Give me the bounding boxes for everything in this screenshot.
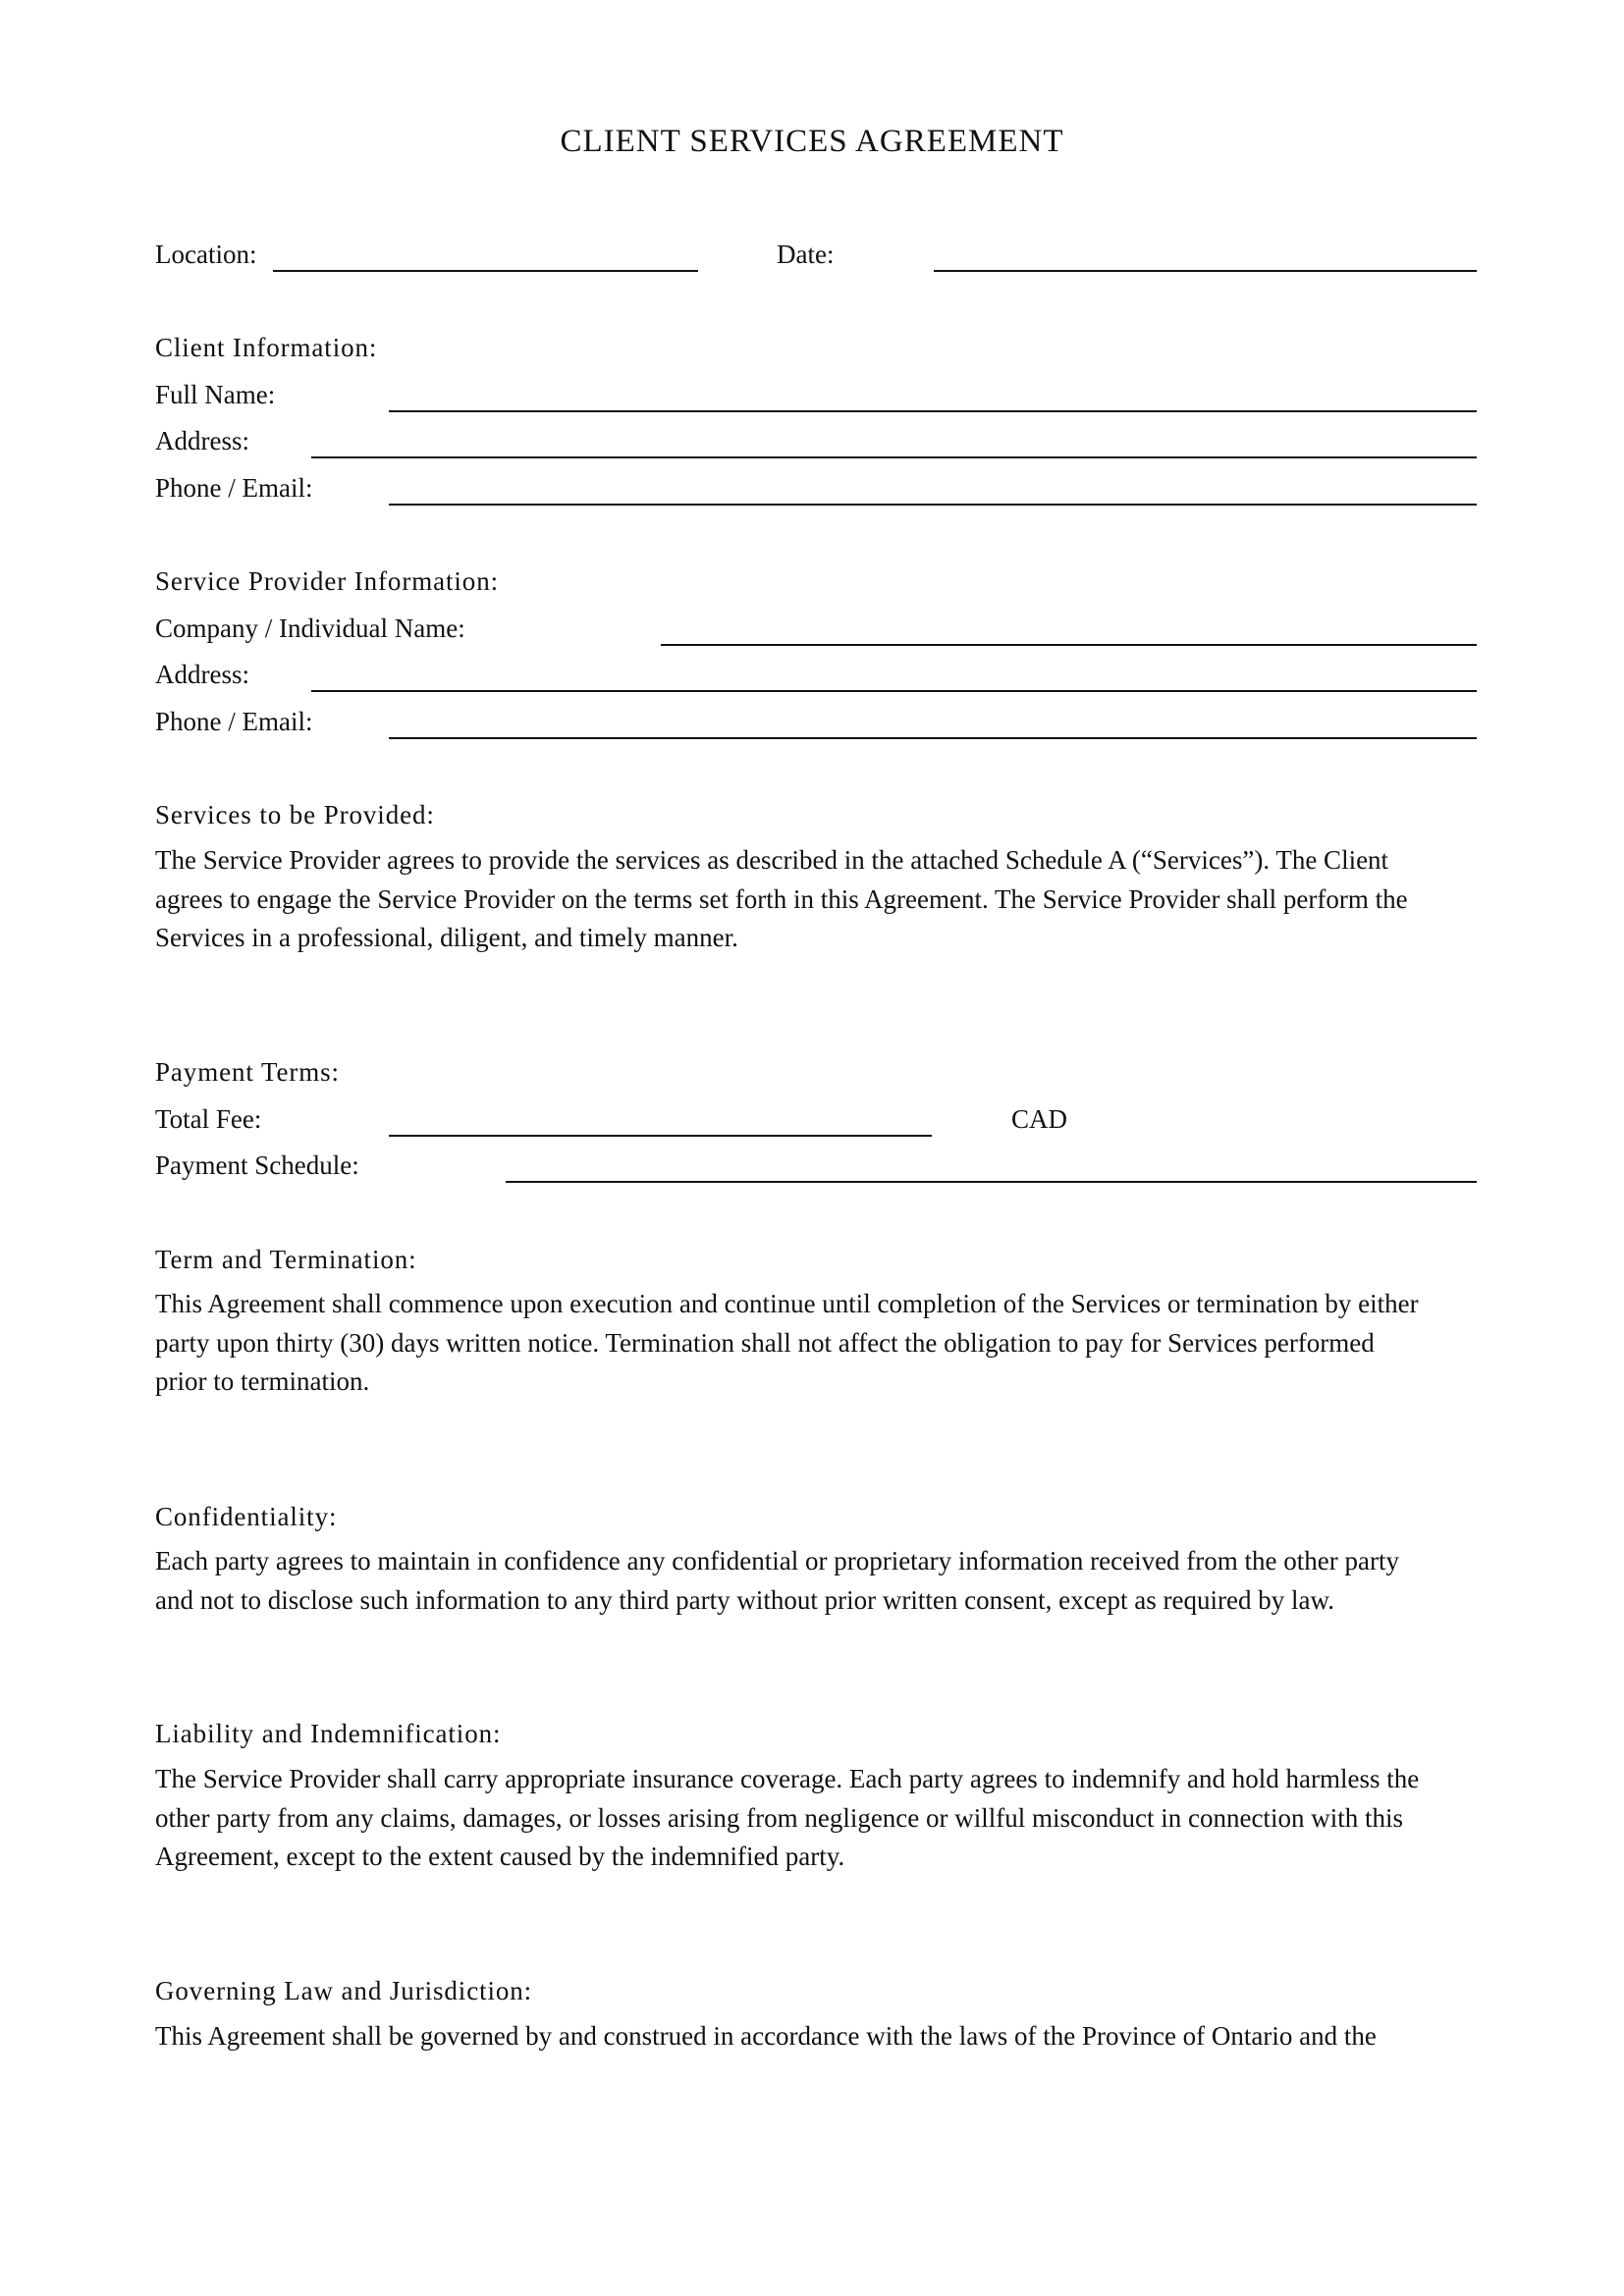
provider-contact-field[interactable]: [389, 737, 1477, 739]
client-address-field[interactable]: [311, 456, 1477, 458]
confidentiality-paragraph: [155, 1542, 1490, 1620]
provider-name-field[interactable]: [661, 644, 1477, 646]
provider-name-label: Company / Individual Name:: [155, 614, 465, 643]
provider-address-label: Address:: [155, 660, 249, 689]
paragraph-line: The Service Provider shall carry appropriate insurance coverage. Each party agrees to indemnify and hold harmless the: [155, 1764, 1420, 1793]
provider-info-heading: Service Provider Information:: [155, 566, 500, 596]
date-label: Date:: [777, 240, 835, 269]
term-paragraph: [155, 1285, 1490, 1402]
paragraph-line: party upon thirty (30) days written notice. Termination shall not affect the obligation to pay for Services performed: [155, 1327, 1375, 1358]
confidentiality-heading: Confidentiality:: [155, 1502, 338, 1531]
client-address-label: Address:: [155, 426, 249, 455]
paragraph-line: This Agreement shall be governed by and construed in accordance with the laws of the Province of Ontario and the: [155, 2021, 1377, 2051]
paragraph-line: and not to disclose such information to any third party without prior written consent, except as required by law.: [155, 1584, 1334, 1615]
payment-schedule-label: Payment Schedule:: [155, 1150, 359, 1180]
client-contact-label: Phone / Email:: [155, 473, 313, 503]
payment-schedule-field[interactable]: [506, 1181, 1477, 1183]
liability-paragraph: [155, 1760, 1490, 1877]
paragraph-line: Each party agrees to maintain in confidence any confidential or proprietary information received from the other party: [155, 1546, 1399, 1575]
services-heading: Services to be Provided:: [155, 800, 435, 829]
paragraph-line: Services in a professional, diligent, and timely manner.: [155, 923, 738, 952]
client-info-heading: Client Information:: [155, 333, 378, 362]
provider-address-field[interactable]: [311, 690, 1477, 692]
client-contact-field[interactable]: [389, 504, 1477, 506]
location-label: Location:: [155, 240, 257, 269]
location-field[interactable]: [273, 270, 698, 272]
paragraph-line: The Service Provider agrees to provide the services as described in the attached Schedule A (“Services”). The Client: [155, 845, 1389, 875]
paragraph-line: This Agreement shall commence upon execution and continue until completion of the Services or termination by either: [155, 1289, 1419, 1318]
governing-law-paragraph: [155, 2017, 1490, 2056]
services-paragraph: [155, 841, 1490, 958]
total-fee-label: Total Fee:: [155, 1104, 262, 1134]
total-fee-field[interactable]: [389, 1135, 932, 1137]
document-title: CLIENT SERVICES AGREEMENT: [560, 124, 1064, 159]
term-heading: Term and Termination:: [155, 1245, 417, 1274]
paragraph-line: agrees to engage the Service Provider on the terms set forth in this Agreement. The Service Provider shall perform the: [155, 883, 1408, 914]
currency-label: CAD: [1011, 1104, 1068, 1134]
payment-heading: Payment Terms:: [155, 1057, 340, 1087]
governing-law-heading: Governing Law and Jurisdiction:: [155, 1976, 533, 2005]
paragraph-line: prior to termination.: [155, 1366, 370, 1396]
paragraph-line: other party from any claims, damages, or losses arising from negligence or willful misconduct in connection with this: [155, 1802, 1403, 1833]
paragraph-line: Agreement, except to the extent caused by the indemnified party.: [155, 1842, 845, 1871]
liability-heading: Liability and Indemnification:: [155, 1719, 502, 1748]
provider-contact-label: Phone / Email:: [155, 707, 313, 736]
client-full-name-label: Full Name:: [155, 380, 276, 409]
client-full-name-field[interactable]: [389, 410, 1477, 412]
date-field[interactable]: [934, 270, 1477, 272]
